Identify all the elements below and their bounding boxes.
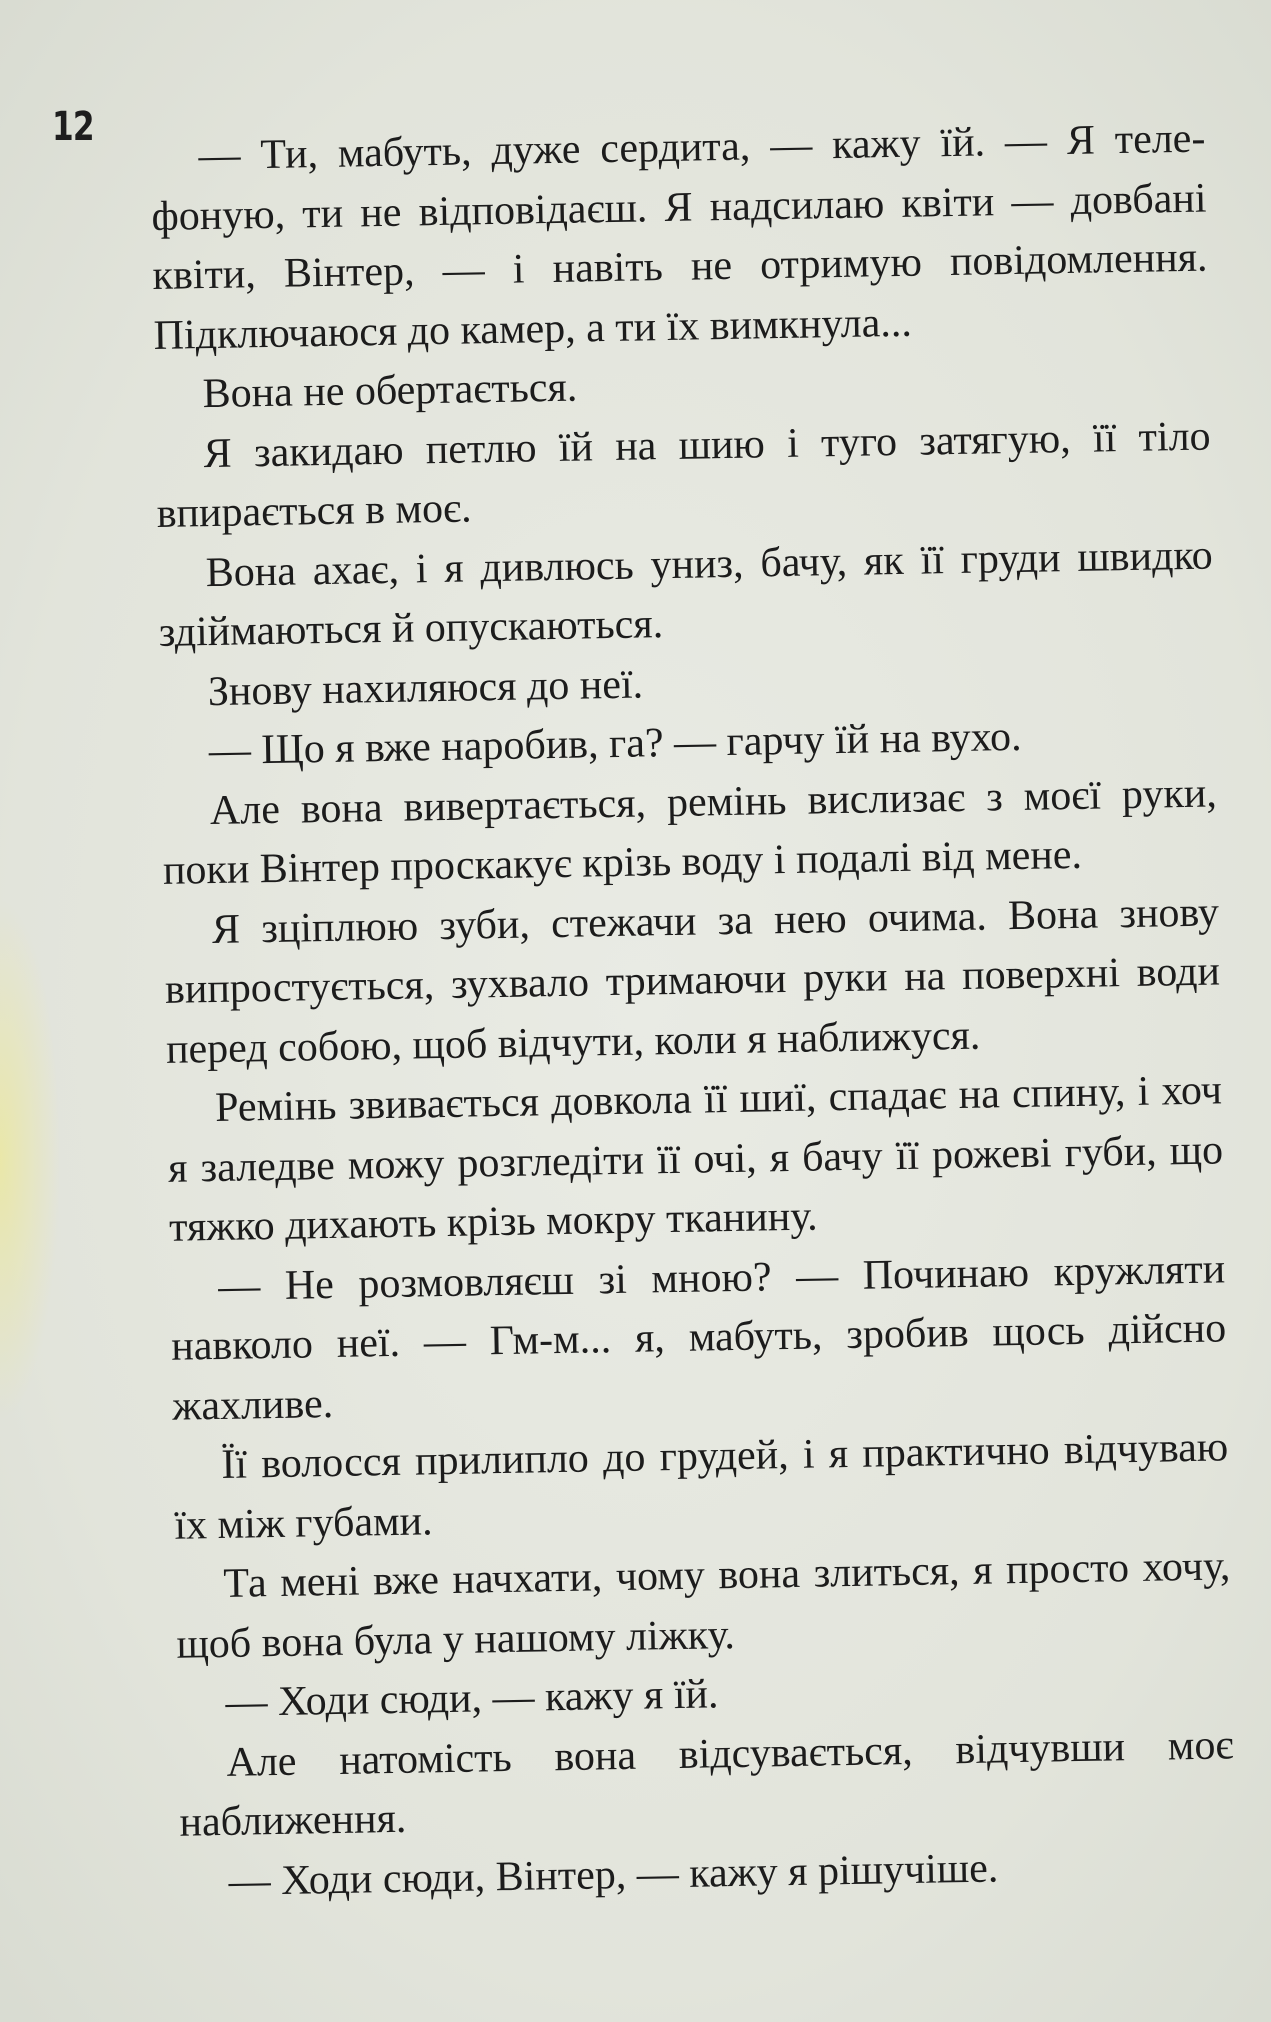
paragraph: — Ходи сюди, Вінтер, — кажу я рішучіше. [228, 1844, 999, 1905]
paragraph: Ремінь звивається довкола її шиї, спадає на спину, і хоч я заледве можу розгледіти її очі, я бачу її рожеві губи, що тяжко дихають крізь мокру тканину. [167, 1067, 1224, 1251]
paragraph: — Не розмовляєш зі мною? — Починаю кружляти навколо неї. — Гм-м... я, мабуть, зробив щось дійсно жахливе. [170, 1245, 1227, 1430]
paragraph: Її волосся прилипло до грудей, і я практично відчуваю їх між губами. [173, 1424, 1229, 1549]
paragraph: Та мені вже начхати, чому вона злиться, я просто хочу, щоб вона була у нашому ліжку. [176, 1543, 1231, 1668]
paragraph: — Ходи сюди, — кажу я їй. [225, 1671, 719, 1726]
page-number: 12 [52, 104, 94, 150]
body-text [150, 110, 1236, 1913]
paragraph: Але натомість вона відсувається, відчувши моє наближення. [179, 1721, 1234, 1846]
paragraph: — Що я вже наробив, га? — гарчу їй на вухо. [208, 713, 1022, 775]
paragraph: Знову нахиляюся до неї. [207, 660, 644, 715]
paragraph: Я зціплюю зуби, стежачи за нею очима. Вона знову випростується, зухвало тримаючи руки на поверхні води перед собою, щоб відчути, коли я наближуся. [164, 888, 1221, 1073]
paragraph: — Ти, мабуть, дуже сердита, — кажу їй. — Я телефоную, ти не відповідаєш. Я надсилаю квіти — довбані квіти, Вінтер, — і навіть не отримую повідомлення. Підключаюся до камер, а ти їх вимкнула... [151, 115, 1208, 359]
paragraph: Вона не обертається. [202, 364, 578, 418]
paragraph: Але вона вивертається, ремінь вислизає з моєї руки, поки Вінтер проскакує крізь воду і подалі від мене. [162, 769, 1218, 894]
paragraph: Вона ахає, і я дивлюсь униз, бачу, як її груди швидко здіймаються й опускаються. [158, 532, 1214, 656]
paragraph: Я закидаю петлю їй на шию і туго затягую, її тіло впирається в моє. [156, 413, 1211, 537]
